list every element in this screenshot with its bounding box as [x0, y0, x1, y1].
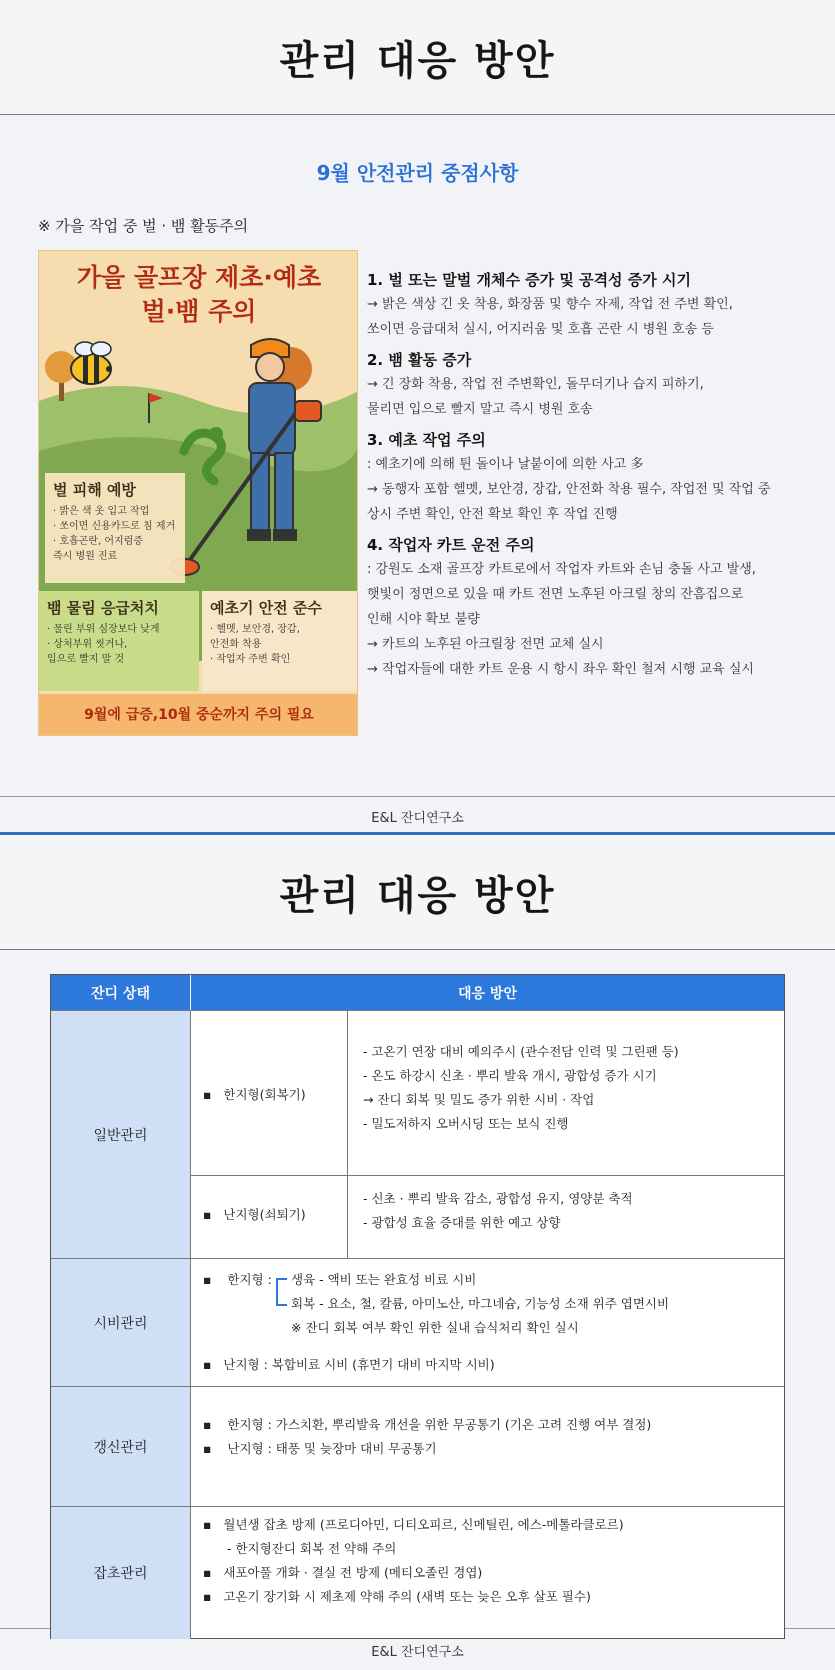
row-divider: [191, 1386, 784, 1387]
bee-line: · 쏘이면 신용카드로 침 제거: [53, 521, 176, 532]
bullet-icon: ▪: [203, 1517, 212, 1532]
poster-title-line1: 가을 골프장 제초·예초: [76, 263, 322, 292]
fert-line: [203, 1268, 272, 1292]
weed-text: 새포아풀 개화 · 결실 전 방제 (메티오졸린 경엽): [223, 1565, 483, 1580]
bee-line: · 밝은 색 옷 입고 작업: [53, 506, 150, 517]
tool-line: 안전화 착용: [210, 639, 262, 650]
snake-line: · 물린 부위 심장보다 낮게: [47, 624, 160, 635]
bee-panel-title: 벌 피해 예방: [53, 481, 136, 499]
poster-bee-panel: [45, 473, 185, 583]
category-fertilization: 시비관리: [51, 1258, 191, 1386]
list-line: : 강원도 소재 골프장 카트로에서 작업자 카트와 손님 충돌 사고 발생,: [367, 562, 756, 577]
fert-line: 회복 - 요소, 철, 칼륨, 아미노산, 마그네슘, 기능성 소재 위주 엽면시비: [291, 1296, 670, 1311]
response-line: - 고온기 연장 대비 예의주시 (관수전담 인력 및 그린팬 등): [363, 1044, 679, 1059]
section-note: ※ 가을 작업 중 벌 · 뱀 활동주의: [38, 217, 249, 235]
row-divider: [191, 1506, 784, 1507]
bullet-icon: ▪: [203, 1417, 212, 1432]
snake-line: · 상처부위 씻거나,: [47, 639, 128, 650]
weed-line: [203, 1585, 591, 1609]
poster-title: [39, 261, 358, 329]
table-header-response: 대응 방안: [191, 975, 784, 1010]
weed-text: 고온기 장기화 시 제초제 약해 주의 (새벽 또는 늦은 오후 살포 필수): [223, 1589, 591, 1604]
list-line: 햇빛이 정면으로 있을 때 카트 전면 노후된 아크릴 창의 잔흠집으로: [367, 587, 744, 602]
weed-line: [203, 1513, 624, 1537]
bullet-icon: ▪: [203, 1565, 212, 1580]
list-heading: 3. 예초 작업 주의: [367, 431, 486, 449]
response-line: - 광합성 효율 증대를 위한 예고 상향: [363, 1215, 561, 1230]
tool-line: · 작업자 주변 확인: [210, 654, 291, 665]
bullet-icon: ▪: [203, 1441, 212, 1456]
list-line: : 예초기에 의해 튄 돌이나 날붙이에 의한 사고 多: [367, 457, 644, 472]
fert-warm-line: 난지형 : 복합비료 시비 (휴면기 대비 마지막 시비): [223, 1357, 495, 1372]
tool-line: · 헬멧, 보안경, 장갑,: [210, 624, 300, 635]
category-general: 일반관리: [51, 1010, 191, 1258]
title-bar: [0, 835, 835, 950]
renovation-line: [203, 1413, 651, 1437]
response-line: - 밀도저하지 오버시딩 또는 보식 진행: [363, 1116, 569, 1131]
bullet-icon: ▪: [203, 1207, 212, 1222]
sub-divider: [347, 1010, 348, 1258]
category-renovation: 갱신관리: [51, 1386, 191, 1506]
page-title: 관리 대응 방안: [279, 872, 556, 919]
snake-line: 입으로 빨지 말 것: [47, 654, 125, 665]
response-line: → 잔디 회복 및 밀도 증가 위한 시비 · 작업: [363, 1092, 595, 1107]
list-heading: 1. 벌 또는 말벌 개체수 증가 및 공격성 증가 시기: [367, 271, 691, 289]
poster-bottom-banner: 9월에 급증,10월 중순까지 주의 필요: [39, 694, 358, 736]
list-line: 물리면 입으로 빨지 말고 즉시 병원 호송: [367, 402, 593, 417]
title-bar: [0, 0, 835, 115]
bullet-icon: ▪: [203, 1589, 212, 1604]
weed-line: [203, 1561, 482, 1585]
bee-line: 즉시 병원 진료: [53, 551, 118, 562]
fert-line: [203, 1353, 495, 1377]
bee-line: · 호흡곤란, 어지럼증: [53, 536, 143, 547]
row-divider: [191, 1258, 784, 1259]
safety-list: [367, 262, 817, 682]
response-line: - 온도 하강시 신초 · 뿌리 발육 개시, 광합성 증가 시기: [363, 1068, 657, 1083]
snake-panel-title: 뱀 물림 응급처치: [47, 599, 159, 617]
list-line: → 작업자들에 대한 카트 운용 시 항시 좌우 확인 철저 시행 교육 실시: [367, 662, 754, 677]
fert-line: ※ 잔디 회복 여부 확인 위한 실내 습식처리 확인 실시: [291, 1320, 579, 1335]
bullet-icon: ▪: [203, 1272, 212, 1287]
safety-poster: [38, 250, 358, 736]
list-line: → 긴 장화 착용, 작업 전 주변확인, 돌무더기나 습지 피하기,: [367, 377, 704, 392]
poster-title-line2: 벌·뱀 주의: [141, 297, 257, 326]
tool-panel-title: 예초기 안전 준수: [210, 599, 322, 617]
poster-snake-panel: [39, 591, 199, 691]
list-line: → 동행자 포함 헬멧, 보안경, 장갑, 안전화 착용 필수, 작업전 및 작업 중: [367, 482, 771, 497]
list-line: → 카트의 노후된 아크릴창 전면 교체 실시: [367, 637, 604, 652]
bullet-icon: ▪: [203, 1087, 212, 1102]
list-heading: 4. 작업자 카트 운전 주의: [367, 536, 535, 554]
weed-text: 월년생 잡초 방제 (프로디아민, 디티오피르, 신메틸린, 에스-메톨라클로르): [223, 1517, 624, 1532]
renovation-text: 난지형 : 태풍 및 늦장마 대비 무공통기: [227, 1441, 437, 1456]
footer-label: E&L 잔디연구소: [371, 811, 464, 826]
sub-label-warm-season: [203, 1203, 306, 1227]
sub-label-cool-season: [203, 1083, 306, 1107]
fert-label: 한지형 :: [227, 1272, 272, 1287]
sub-row-divider: [191, 1175, 784, 1176]
response-line: - 신초 · 뿌리 발육 감소, 광합성 유지, 영양분 축적: [363, 1191, 633, 1206]
bracket-icon: [273, 1277, 289, 1307]
list-line: 상시 주변 확인, 안전 확보 확인 후 작업 진행: [367, 507, 618, 522]
fert-line: 생육 - 액비 또는 완효성 비료 시비: [291, 1272, 477, 1287]
weed-line: - 한지형잔디 회복 전 약해 주의: [227, 1541, 397, 1556]
category-weed: 잡초관리: [51, 1506, 191, 1639]
footer-label: E&L 잔디연구소: [371, 1645, 464, 1660]
list-line: 쏘이면 응급대처 실시, 어지러움 및 호흡 곤란 시 병원 호송 등: [367, 322, 714, 337]
renovation-line: [203, 1437, 437, 1461]
row-divider: [191, 1010, 784, 1011]
page-title: 관리 대응 방안: [279, 37, 556, 84]
renovation-text: 한지형 : 가스치환, 뿌리발육 개선을 위한 무공통기 (기온 고려 진행 여부 결정): [227, 1417, 652, 1432]
bullet-icon: ▪: [203, 1357, 212, 1372]
section-subtitle: 9월 안전관리 중점사항: [316, 161, 519, 185]
list-line: → 밝은 색상 긴 옷 착용, 화장품 및 향수 자제, 작업 전 주변 확인,: [367, 297, 733, 312]
bee-icon: [71, 342, 112, 384]
list-line: 인해 시야 확보 불량: [367, 612, 480, 627]
sub-label: 한지형(회복기): [223, 1087, 306, 1102]
poster-tool-panel: [202, 591, 358, 691]
table-header-status: 잔디 상태: [51, 975, 191, 1010]
list-heading: 2. 뱀 활동 증가: [367, 351, 472, 369]
footer: [0, 796, 835, 835]
management-table: [50, 974, 785, 1639]
sub-label: 난지형(쇠퇴기): [223, 1207, 306, 1222]
